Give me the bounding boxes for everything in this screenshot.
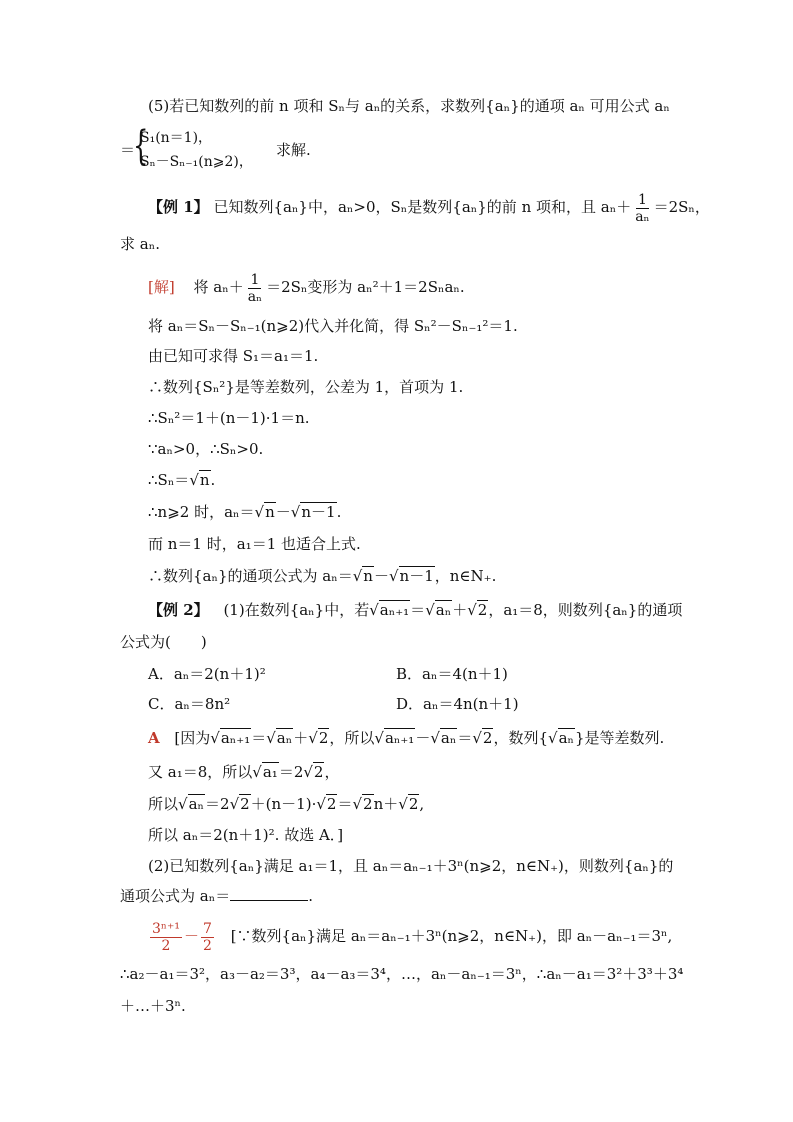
q2-line2: 通项公式为 aₙ＝ . — [120, 887, 313, 905]
answer-blank — [230, 886, 308, 901]
sol1-line7: ∴Sₙ＝√n. — [148, 471, 216, 489]
sol1-line2: 将 aₙ＝Sₙ－Sₙ₋₁(n⩾2)代入并化简，得 Sₙ²－Sₙ₋₁²＝1. — [148, 317, 518, 335]
ex2-line1: 【例 2】 (1)在数列{aₙ}中，若√aₙ₊₁＝√aₙ＋√2，a₁＝8，则数列{aₙ}的通项 — [148, 601, 683, 619]
ex1-fraction: $\frac{1}{\text{aₙ}}$ — [635, 191, 650, 225]
option-a: A．aₙ＝2(n＋1)² — [148, 665, 266, 683]
sol1-line5: ∴Sₙ²＝1＋(n－1)·1＝n. — [148, 409, 310, 427]
cases-brace: { — [133, 123, 149, 169]
ans2-line2: ∴a₂－a₁＝3²，a₃－a₂＝3³，a₄－a₃＝3⁴，…，aₙ－aₙ₋₁＝3ⁿ，∴aₙ－a₁＝3²＋3³＋3⁴ — [120, 965, 684, 983]
ans2-line3: ＋…＋3ⁿ. — [120, 997, 186, 1015]
sol1-line6: ∵aₙ>0，∴Sₙ>0. — [148, 440, 264, 458]
sol1-line1: [解] 将 aₙ＋ $\frac{1}{\text{aₙ}}$ ＝2Sₙ变形为 aₙ²＋1＝2Sₙaₙ. — [148, 271, 465, 305]
para5-eq: ＝ — [120, 141, 136, 159]
ex2-line2: 公式为( ) — [120, 633, 207, 651]
para5-tail: 求解. — [276, 141, 311, 159]
sol1-line8: ∴n⩾2 时，aₙ＝√n－√n－1. — [148, 503, 342, 521]
ex1-line2: 求 aₙ. — [120, 235, 160, 253]
sqrt-n: √n — [189, 471, 210, 489]
ex1-tag: 【例 1】 — [148, 198, 209, 216]
ans1-line4: 所以 aₙ＝2(n＋1)². 故选 A．] — [148, 826, 344, 844]
ans1-line2: 又 a₁＝8，所以√a₁＝2√2， — [148, 763, 340, 781]
ex1-line1: 【例 1】 已知数列{aₙ}中，aₙ>0，Sₙ是数列{aₙ}的前 n 项和，且 aₙ＋ $\frac{1}{\text{aₙ}}$ ＝2Sₙ， — [148, 191, 710, 225]
ex2-tag: 【例 2】 — [148, 601, 209, 619]
ans2-fraction-2: $\frac{7}{2}$ — [202, 920, 212, 954]
sol1-line4: ∴数列{Sₙ²}是等差数列，公差为 1，首项为 1. — [148, 378, 464, 396]
ans2-line1: $\frac{\text{3ⁿ⁺¹}}{2}$ － $\frac{7}{2}$ [∵数列{aₙ}满足 aₙ＝aₙ₋₁＋3ⁿ(n⩾2，n∈N₊)，即 aₙ－aₙ₋₁＝3ⁿ, — [152, 920, 673, 954]
para5-case2: Sₙ－Sₙ₋₁(n⩾2)， — [140, 154, 253, 170]
option-d: D．aₙ＝4n(n＋1) — [396, 695, 519, 713]
sol1-line10: ∴数列{aₙ}的通项公式为 aₙ＝√n－√n－1，n∈N₊. — [148, 567, 497, 585]
ans1-line3: 所以√aₙ＝2√2＋(n－1)·√2＝√2n＋√2, — [148, 795, 425, 813]
ans1-line1: A [因为√aₙ₊₁＝√aₙ＋√2，所以√aₙ₊₁－√aₙ＝√2，数列{√aₙ}是等差数列. — [148, 729, 665, 747]
ans1-tag: A — [148, 729, 160, 747]
sol1-tag: [解] — [148, 278, 175, 296]
option-b: B．aₙ＝4(n＋1) — [396, 665, 508, 683]
sol1-fraction: $\frac{1}{\text{aₙ}}$ — [247, 271, 263, 305]
q2-line1: (2)已知数列{aₙ}满足 a₁＝1，且 aₙ＝aₙ₋₁＋3ⁿ(n⩾2，n∈N₊)，则数列{aₙ}的 — [148, 857, 674, 875]
sol1-line3: 由已知可求得 S₁＝a₁＝1. — [148, 347, 319, 365]
para5-line1: (5)若已知数列的前 n 项和 Sₙ与 aₙ的关系，求数列{aₙ}的通项 aₙ 可用公式 aₙ — [148, 97, 670, 115]
option-c: C．aₙ＝8n² — [148, 695, 231, 713]
para5-case1: S₁(n＝1)， — [140, 130, 213, 146]
ans2-fraction-1: $\frac{\text{3ⁿ⁺¹}}{2}$ — [152, 920, 180, 954]
sol1-line9: 而 n＝1 时，a₁＝1 也适合上式. — [148, 535, 361, 553]
